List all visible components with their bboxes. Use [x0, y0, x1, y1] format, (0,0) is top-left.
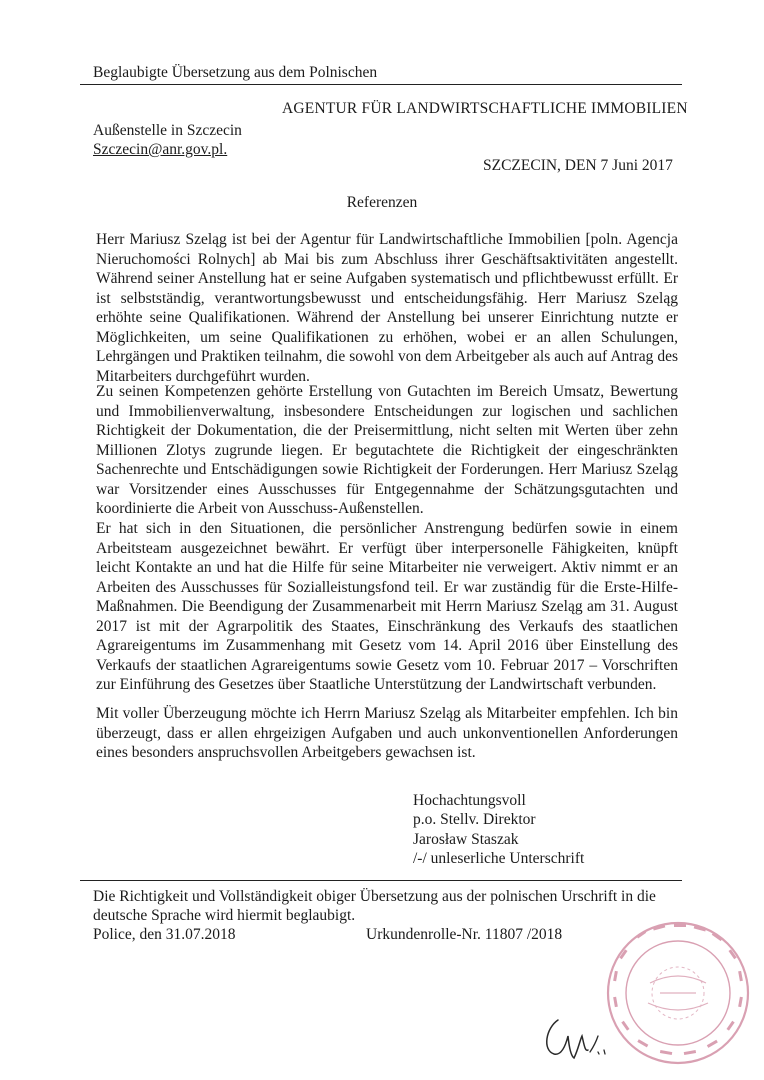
footer-row: [93, 925, 683, 944]
closing-phrase: Hochachtungsvoll: [413, 792, 526, 809]
dateline: SZCZECIN, DEN 7 Juni 2017: [483, 157, 673, 174]
place-date: Police, den 31.07.2018: [93, 926, 236, 943]
paragraph-4: Mit voller Überzeugung möchte ich Herrn Mariusz Szeląg als Mitarbeiter empfehlen. Ich bin überzeugt, dass er allen ehrgeizigen Aufgaben und auch unkonventionellen Anforderungen eines besonders anspruchsvollen Arbeitgebers gewachsen ist.: [96, 705, 678, 761]
certification-header: Beglaubigte Übersetzung aus dem Polnischen: [93, 64, 378, 81]
document-subject: Referenzen: [346, 194, 418, 211]
paragraph-2: Zu seinen Kompetenzen gehörte Erstellung von Gutachten im Bereich Umsatz, Bewertung und Immobilienverwaltung, insbesondere Entscheidungen zur logischen und sachlichen Richtigkeit der Dokumentation, die der Preisermittlung, nicht selten mit Werten über zehn Millionen Zlotys zugrunde liegen. Er begutachtete die Richtigkeit der eingeschränkten Sachenrechte und Entschädigungen sowie Richtigkeit der Forderungen. Herr Mariusz Szeląg war Vorsitzender eines Ausschusses für Entgegennahme der Schätzungsgutachten und koordinierte die Arbeit von Ausschuss-Außenstellen.: [96, 383, 678, 517]
translator-seal-stamp: [598, 913, 758, 1073]
signer-name: Jarosław Staszak: [413, 830, 519, 848]
agency-name: AGENTUR FÜR LANDWIRTSCHAFTLICHE IMMOBILIEN: [282, 100, 688, 117]
paragraph-3: Er hat sich in den Situationen, die persönlicher Anstrengung bedürfen sowie in einem Arbeitsteam ausgezeichnet bewährt. Er verfügt über interpersonelle Fähigkeiten, knüpft leicht Kontakte an und hat die Hilfe für seine Mitarbeiter nie verweigert. Aktiv nimmt er an Arbeiten des Ausschusses für Sozialleistungsfond teil. Er war zuständig für die Erste-Hilfe-Maßnahmen. Die Beendigung der Zusammenarbeit mit Herrn Mariusz Szeląg am 31. August 2017 ist mit der Agrarpolitik des Staates, Einschränkung des Verkaufs des staatlichen Agrareigentums im Zusammenhang mit Gesetz vom 14. April 2016 über Einstellung des Verkaufs der staatlichen Agrareigentums sowie Gesetz vom 10. Februar 2017 – Vorschriften zur Einführung des Gesetzes über Staatliche Unterstützung der Landwirtschaft verbunden.: [96, 520, 678, 693]
paragraph-1: Herr Mariusz Szeląg ist bei der Agentur für Landwirtschaftliche Immobilien [poln. Agencja Nieruchomości Rolnych] ab Mai bis zum Abschluss ihrer Geschäftsaktivitäten angestellt. Während seiner Anstellung hat er seine Aufgaben systematisch und pflichtbewusst erfüllt. Er ist selbstständig, verantwortungsbewusst und entscheidungsfähig. Herr Mariusz Szeląg erhöhte seine Qualifikationen. Während der Anstellung bei unserer Einrichtung nutzte er Möglichkeiten, um seine Qualifikationen zu erhöhen, wobei er an allen Schulungen, Lehrgängen und Praktiken teilnahm, die sowohl von dem Arbeitgeber als auch auf Antrag des Mitarbeiters durchgeführt wurden.: [96, 231, 678, 385]
signer-title: p.o. Stellv. Direktor: [413, 811, 536, 829]
certification-line-1: Die Richtigkeit und Vollständigkeit obiger Übersetzung aus der polnischen Urschrift in die: [93, 888, 656, 905]
branch-block: [93, 121, 242, 159]
handwritten-signature: [538, 1006, 618, 1066]
header-divider: [80, 84, 682, 85]
branch-email[interactable]: Szczecin@anr.gov.pl.: [93, 141, 228, 158]
signature-block: [413, 791, 584, 868]
translator-certification: [93, 887, 683, 944]
signature-note: /-/ unleserliche Unterschrift: [413, 849, 585, 867]
footer-divider: [80, 880, 682, 881]
branch-name: Außenstelle in Szczecin: [93, 122, 242, 139]
certification-line-2: deutsche Sprache wird hiermit beglaubigt.: [93, 907, 356, 924]
deed-number: Urkundenrolle-Nr. 11807 /2018: [366, 926, 563, 943]
